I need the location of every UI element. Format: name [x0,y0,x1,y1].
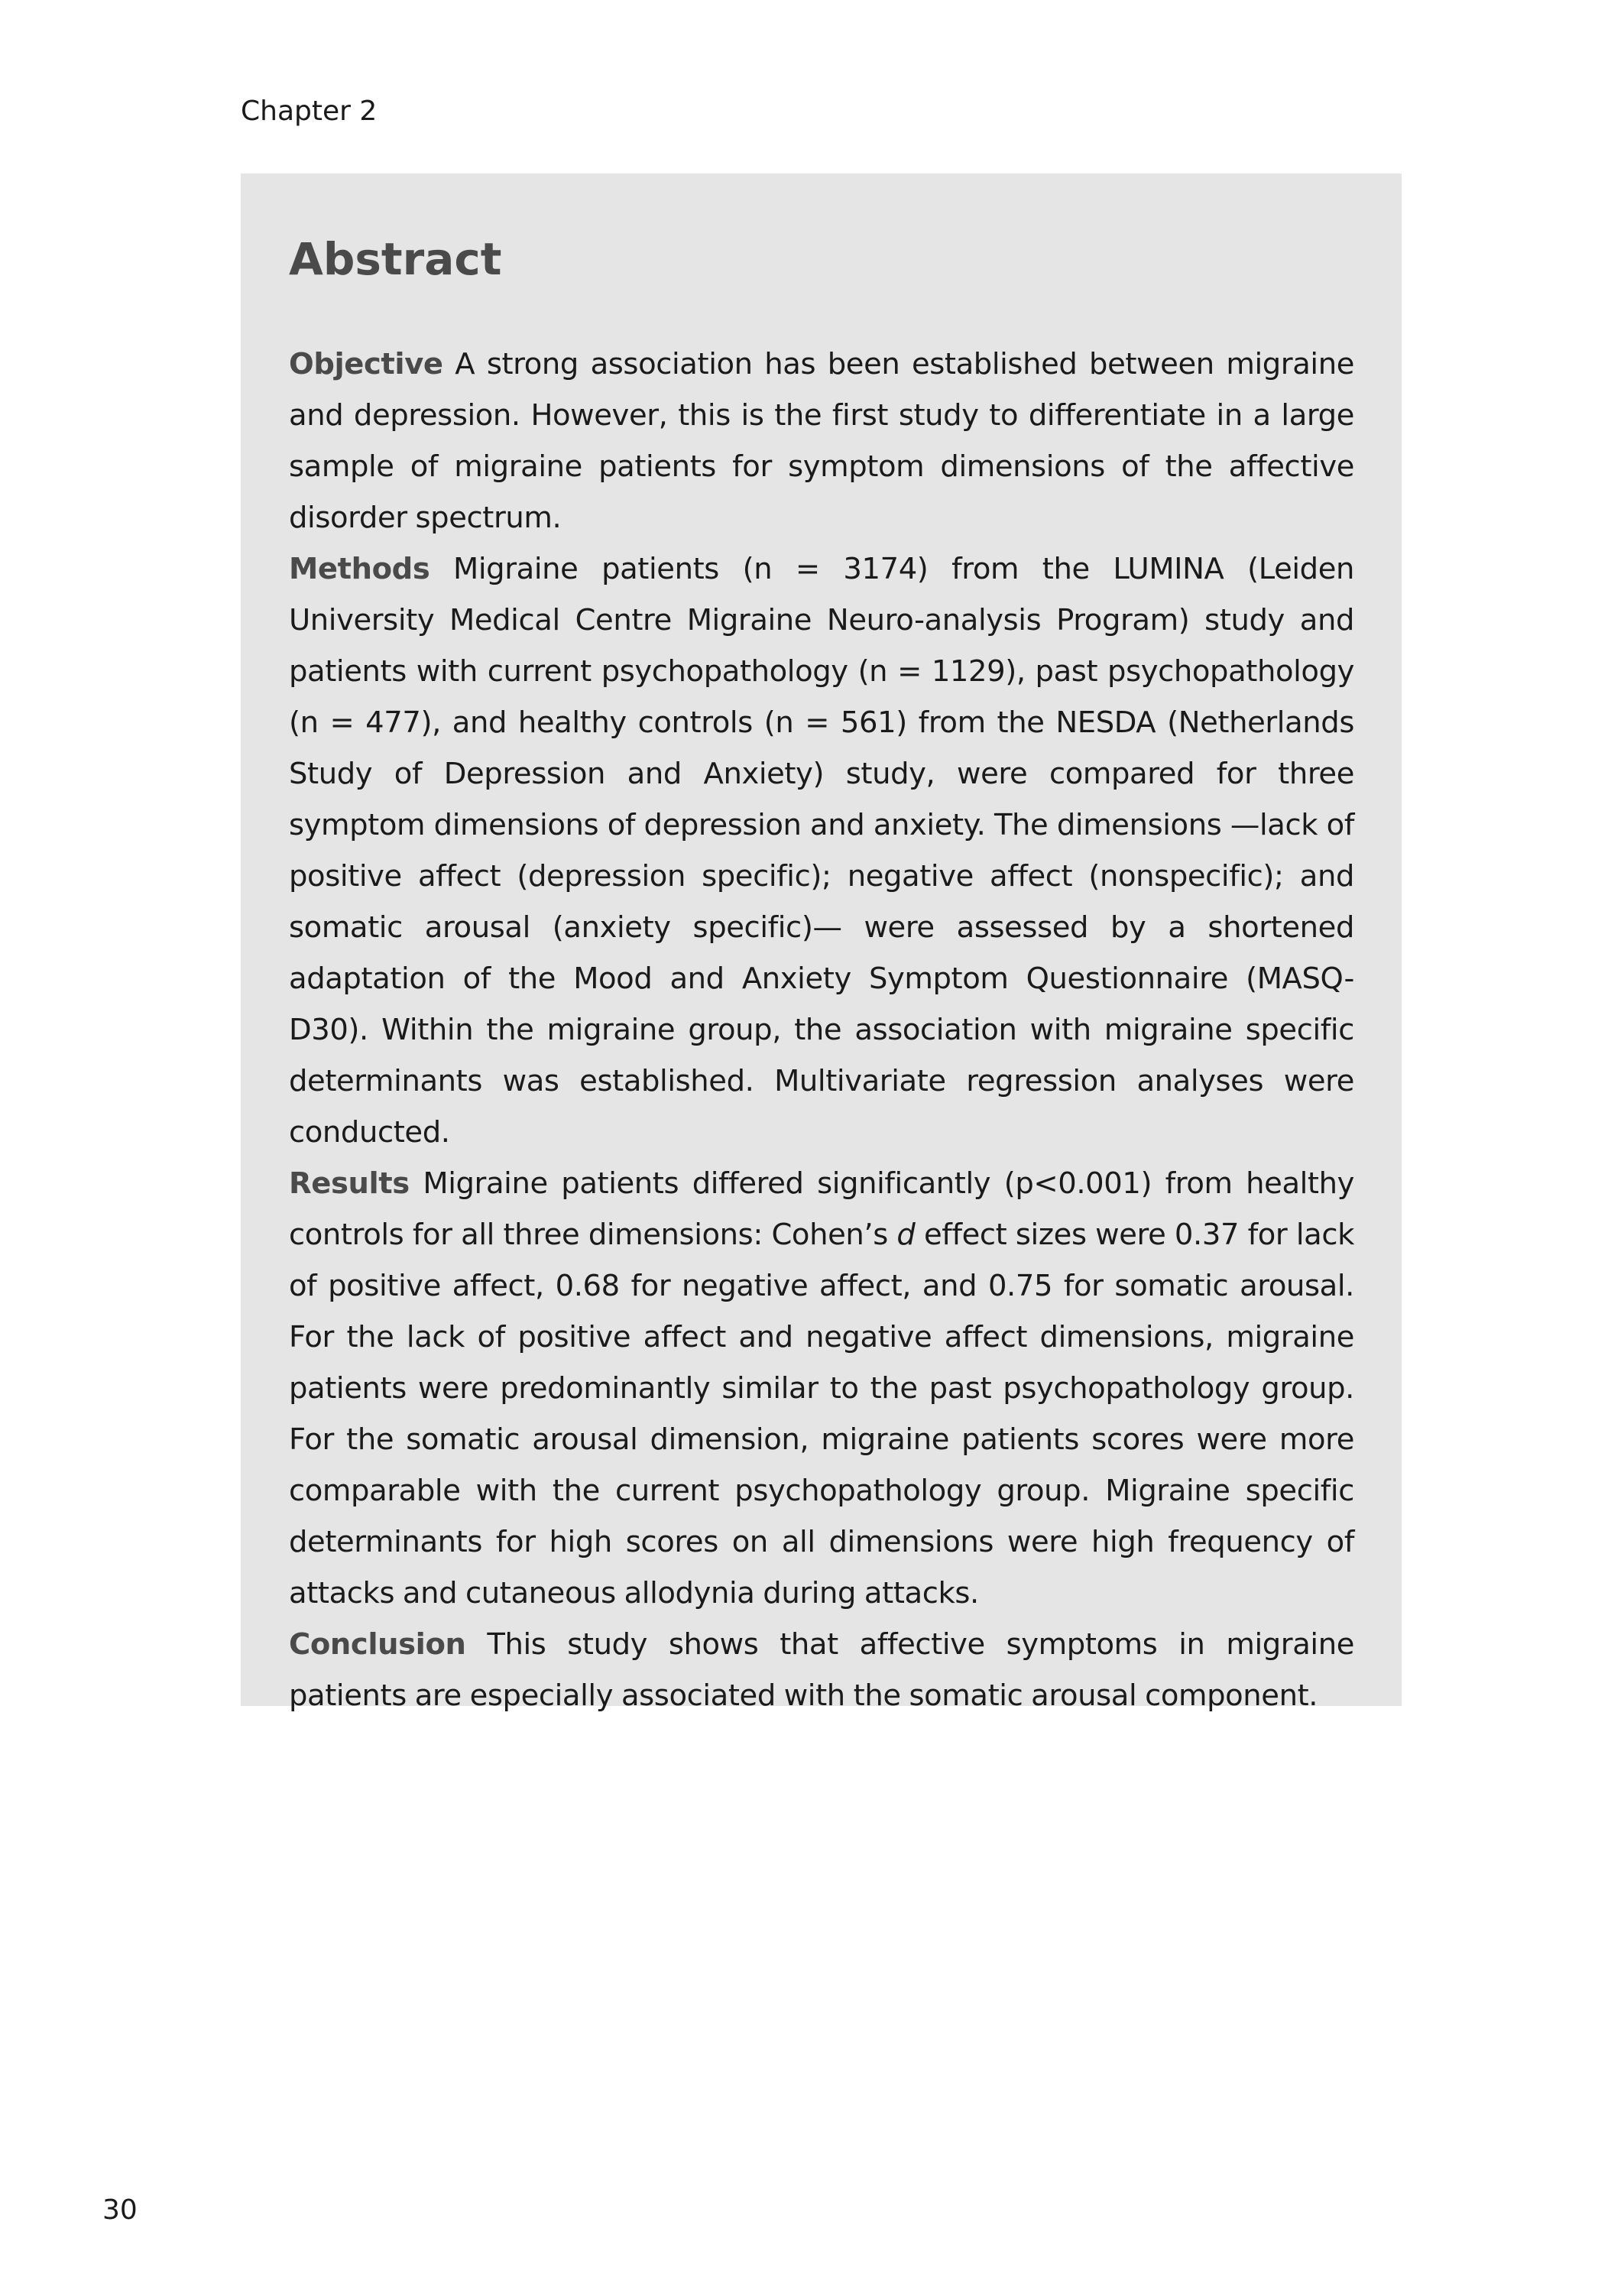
methods-text: Migraine patients (n = 3174) from the LUMINA (Leiden University Medical Centre Migraine Neuro-analysis Program) study and patients with current psychopathology (n = 1129), past psychopathology (n = 477), and healthy controls (n = 561) from the NESDA (Netherlands Study of Depression and Anxiety) study, were compared for three symptom dimensions of depression and anxiety. The dimensions —lack of positive affect (depression specific); negative affect (nonspecific); and somatic arousal (anxiety specific)— were assessed by a shortened adaptation of the Mood and Anxiety Symptom Questionnaire (MASQ-D30). Within the migraine group, the association with migraine specific determinants was established. Multivariate regression analyses were conducted. [289,552,1354,1150]
running-head: Chapter 2 [241,96,378,127]
results-text-before: Migraine patients differed significantly (p<0.001) from healthy controls for all three dimensions: Cohen’s [289,1166,1355,1252]
results-italic-d: d [896,1218,916,1252]
results-text-after: effect sizes were 0.37 for lack of positive affect, 0.68 for negative affect, and 0.75 for somatic arousal. For the lack of positive affect and negative affect dimensions, migraine patients were predominantly similar to the past psychopathology group. For the somatic arousal dimension, migraine patients scores were more comparable with the current psychopathology group. Migraine specific determinants for high scores on all dimensions were high frequency of attacks and cutaneous allodynia during attacks. [289,1218,1355,1610]
results-label: Results [289,1166,410,1201]
methods-label: Methods [289,552,430,586]
objective-label: Objective [289,347,443,381]
conclusion-text: This study shows that affective symptoms in migraine patients are especially associated with the somatic arousal component. [289,1627,1354,1713]
conclusion-label: Conclusion [289,1627,466,1662]
objective-text: A strong association has been established between migraine and depression. However, this is the first study to differentiate in a large sample of migraine patients for symptom dimensions of the affective disorder spectrum. [289,347,1354,535]
abstract-results [289,1158,1354,1619]
abstract-title: Abstract [289,233,502,285]
abstract-box [241,174,1402,1713]
abstract-conclusion [289,1619,1354,1721]
page-number: 30 [102,2194,138,2226]
abstract-methods [289,543,1354,1158]
abstract-objective [289,339,1354,543]
